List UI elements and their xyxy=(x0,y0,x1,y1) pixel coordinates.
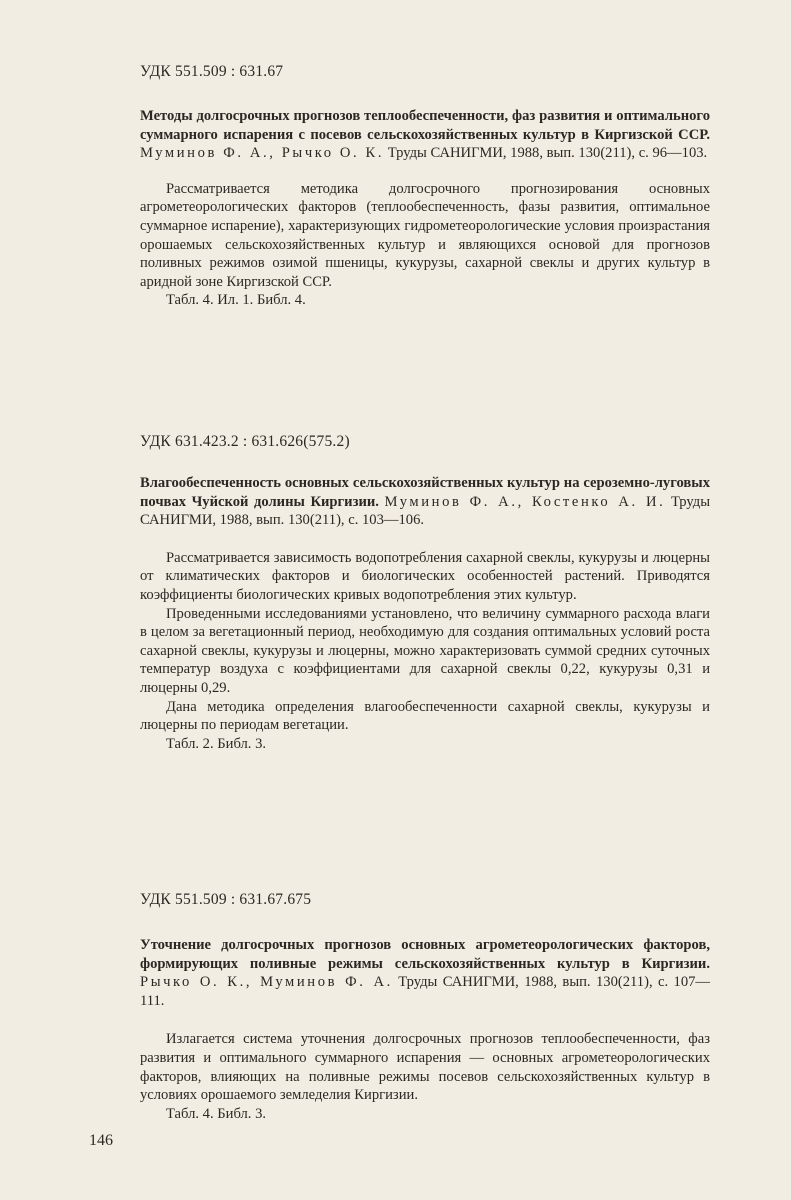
article-source: Труды САНИГМИ, 1988, вып. 130(211), с. 96—103. xyxy=(387,145,708,162)
abstract-paragraph: Проведенными исследованиями установлено, что величину суммарного расхода влаги в целом за вегетационный период, необходимую для создания оптимальных условий роста сахарной свеклы, кукурузы и люцерны, можно характеризовать суммой средних суточных температур воздуха с коэффициентами для сахарной свеклы 0,22, кукурузы 0,31 и люцерны 0,29. xyxy=(140,605,710,696)
article-title: Влагообеспеченность основных сельскохозяйственных культур на сероземно-луговых почвах Чуйской долины Киргизии. xyxy=(140,475,710,510)
abstract-counts: Табл. 2. Библ. 3. xyxy=(166,735,267,752)
abstract-paragraph: Излагается система уточнения долгосрочных прогнозов теплообеспеченности, фаз развития и оптимального суммарного испарения — основных агрометеорологических факторов, влияющих на поливные режимы посевов сельскохозяйственных культур в условиях орошаемого земледелия Киргизии. xyxy=(140,1031,710,1104)
abstract-body xyxy=(140,1030,710,1123)
abstract-paragraph: Дана методика определения влагообеспеченности сахарной свеклы, кукурузы и люцерны по периодам вегетации. xyxy=(140,698,710,734)
udc-code: УДК 631.423.2 : 631.626(575.2) xyxy=(140,433,350,450)
abstract-paragraph: Рассматривается зависимость водопотребления сахарной свеклы, кукурузы и люцерны от климатических факторов и биологических особенностей растений. Приводятся коэффициенты биологических кривых водопотребления этих культур. xyxy=(140,549,710,603)
abstract-counts: Табл. 4. Ил. 1. Библ. 4. xyxy=(166,292,306,309)
article-authors: Рычко О. К., Муминов Ф. А. xyxy=(140,974,393,991)
abstract-entry xyxy=(140,890,710,1123)
bibliographic-header xyxy=(140,936,710,1010)
udc-code: УДК 551.509 : 631.67.675 xyxy=(140,891,312,908)
udc-code: УДК 551.509 : 631.67 xyxy=(140,63,284,80)
abstract-entry xyxy=(140,62,710,310)
article-title: Уточнение долгосрочных прогнозов основных агрометеорологических факторов, формирующих поливные режимы сельскохозяйственных культур в Киргизии. xyxy=(140,937,710,972)
abstract-counts: Табл. 4. Библ. 3. xyxy=(166,1105,267,1122)
abstract-body xyxy=(140,549,710,754)
article-authors: Муминов Ф. А., Костенко А. И. xyxy=(384,493,666,510)
bibliographic-header xyxy=(140,107,710,163)
page-number: 146 xyxy=(89,1132,113,1149)
abstract-body xyxy=(140,180,710,310)
abstract-paragraph: Рассматривается методика долгосрочного прогнозирования основных агрометеорологических факторов (теплообеспеченность, фазы развития, оптимальное суммарное испарение), характеризующих гидрометеорологические условия произрастания орошаемых сельскохозяйственных культур и являющихся основой для прогнозов поливных режимов озимой пшеницы, кукурузы, сахарной свеклы и других культур в аридной зоне Киргизской ССР. xyxy=(140,180,710,290)
article-source: Труды САНИГМИ, 1988, вып. 130(211), с. 103—106. xyxy=(140,493,711,529)
article-authors: Муминов Ф. А., Рычко О. К. xyxy=(140,145,385,162)
article-title: Методы долгосрочных прогнозов теплообеспеченности, фаз развития и оптимального суммарного испарения с посевов сельскохозяйственных культур в Киргизской ССР. xyxy=(140,108,710,143)
abstract-entry xyxy=(140,432,710,753)
bibliographic-header xyxy=(140,474,710,530)
article-source: Труды САНИГМИ, 1988, вып. 130(211), с. 107—111. xyxy=(140,974,711,1009)
